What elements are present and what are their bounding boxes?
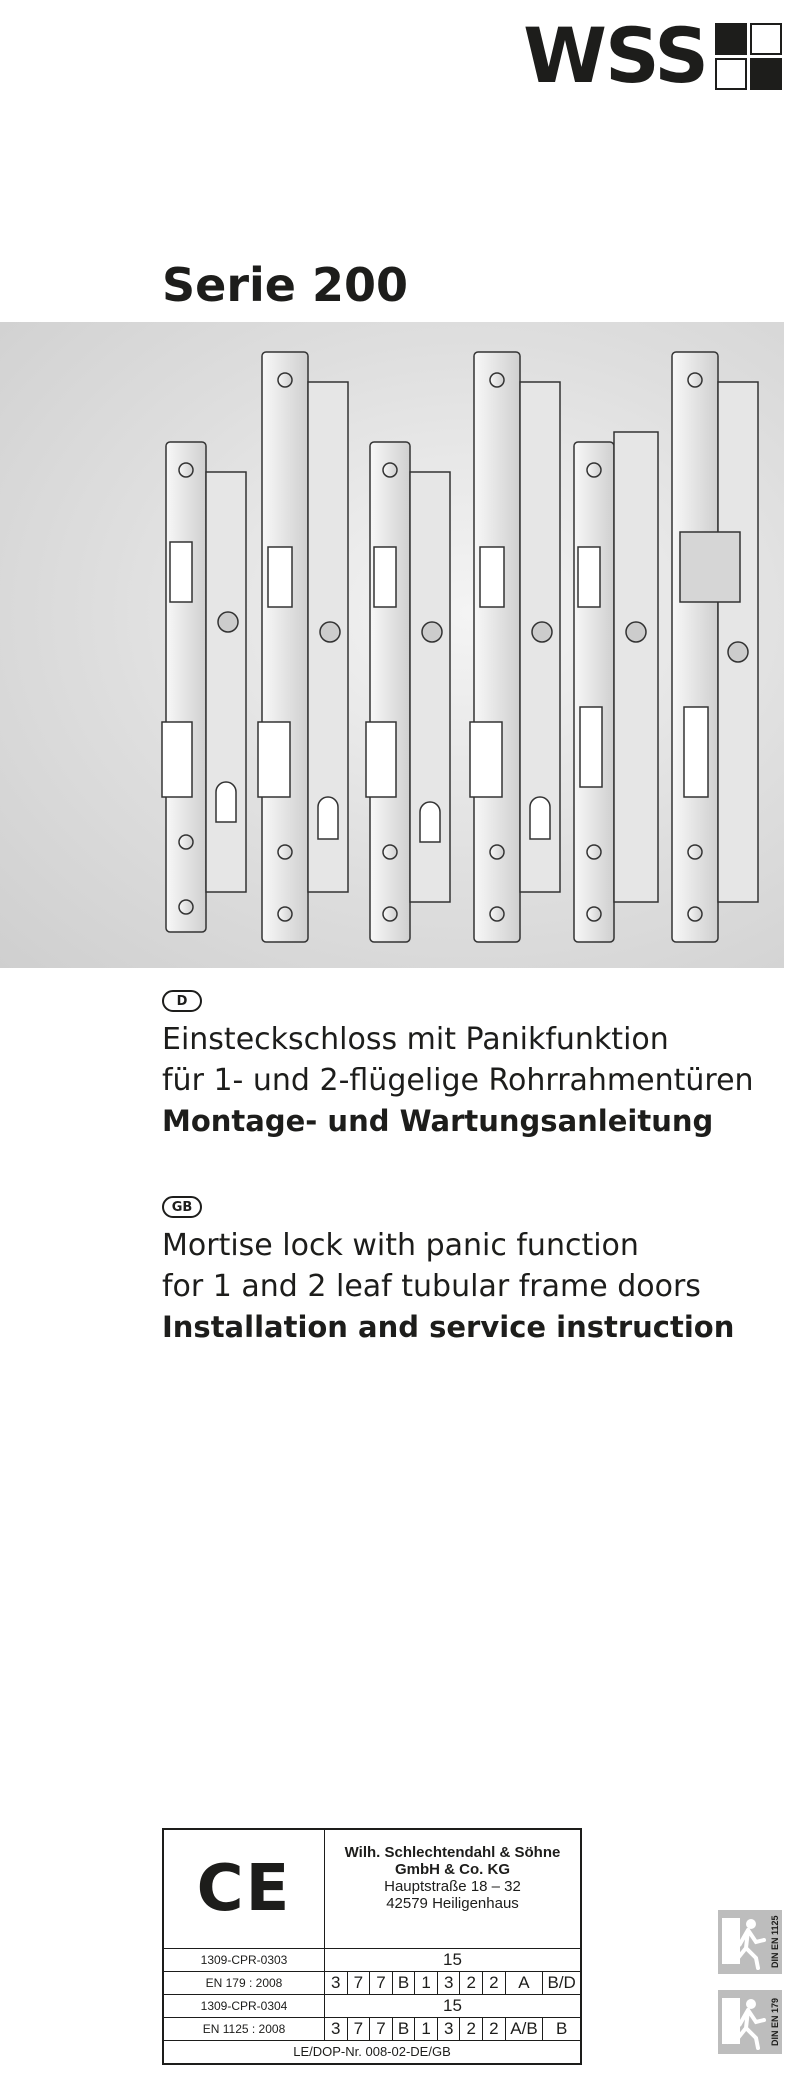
class-cell: B/D xyxy=(547,1973,576,1992)
cert-label: EN 1125 : 2008 xyxy=(164,2018,325,2040)
class-cell: 3 xyxy=(438,2018,461,2040)
series-title: Serie 200 xyxy=(162,258,409,312)
dop-number: LE/DOP-Nr. 008-02-DE/GB xyxy=(293,2044,451,2059)
class-cell: 2 xyxy=(483,2018,506,2040)
title-de-line1: Einsteckschloss mit Panikfunktion xyxy=(162,1022,669,1057)
class-cell: 7 xyxy=(348,2018,371,2040)
class-cell: 2 xyxy=(460,2018,483,2040)
cert-label: EN 179 : 2008 xyxy=(164,1972,325,1994)
lock-1 xyxy=(162,442,246,932)
ce-mark-text: CE xyxy=(196,1852,292,1926)
company-street: Hauptstraße 18 – 32 xyxy=(384,1878,521,1895)
class-cell: B xyxy=(393,1972,416,1994)
cert-row-4 xyxy=(164,2018,580,2041)
lock-5 xyxy=(574,432,658,942)
lang-badge-gb: GB xyxy=(162,1196,202,1218)
lock-3 xyxy=(366,442,450,942)
subtitle-gb: Installation and service instruction xyxy=(162,1310,735,1344)
company-city: 42579 Heiligenhaus xyxy=(386,1895,519,1912)
cert-value: 15 xyxy=(443,1996,462,2015)
mortise-locks-illustration xyxy=(0,322,784,968)
lock-4 xyxy=(470,352,560,942)
manufacturer-address xyxy=(325,1830,580,1948)
class-cell: B xyxy=(393,2018,416,2040)
title-gb-line1: Mortise lock with panic function xyxy=(162,1228,639,1263)
product-photo xyxy=(0,322,784,968)
class-cell: 3 xyxy=(325,1972,348,1994)
brand-name: WSS xyxy=(523,11,707,100)
lock-6 xyxy=(672,352,758,942)
company-line2: GmbH & Co. KG xyxy=(395,1861,510,1878)
cert-row-3 xyxy=(164,1995,580,2018)
cert-label: 1309-CPR-0304 xyxy=(164,1995,325,2017)
class-cell: 3 xyxy=(325,2018,348,2040)
logo-squares-icon xyxy=(715,23,782,90)
subtitle-de: Montage- und Wartungsanleitung xyxy=(162,1104,714,1138)
ce-mark xyxy=(164,1830,325,1948)
cert-label: 1309-CPR-0303 xyxy=(164,1949,325,1971)
cert-row-1 xyxy=(164,1949,580,1972)
class-cell: B xyxy=(555,2019,568,2038)
class-cell: A xyxy=(506,1972,544,1994)
exit-sign-en179 xyxy=(718,1990,782,2054)
cert-value: 15 xyxy=(443,1950,462,1969)
class-cell: 1 xyxy=(415,1972,438,1994)
dop-row xyxy=(164,2041,580,2063)
title-gb-line2: for 1 and 2 leaf tubular frame doors xyxy=(162,1269,701,1304)
class-cell: 2 xyxy=(483,1972,506,1994)
sign-label: DIN EN 179 xyxy=(770,1997,780,2047)
lock-2 xyxy=(258,352,348,942)
class-cell: 7 xyxy=(370,1972,393,1994)
company-line1: Wilh. Schlechtendahl & Söhne xyxy=(344,1844,561,1861)
class-cell: 7 xyxy=(370,2018,393,2040)
exit-sign-en1125 xyxy=(718,1910,782,1974)
class-cell: 7 xyxy=(348,1972,371,1994)
class-cell: 2 xyxy=(460,1972,483,1994)
cert-row-2 xyxy=(164,1972,580,1995)
brand-logo xyxy=(523,11,782,100)
sign-label: DIN EN 1125 xyxy=(770,1915,780,1969)
ce-certificate-table xyxy=(162,1828,582,2065)
class-cell: 1 xyxy=(415,2018,438,2040)
title-de-line2: für 1- und 2-flügelige Rohrrahmentüren xyxy=(162,1063,754,1098)
class-cell: 3 xyxy=(438,1972,461,1994)
class-cell: A/B xyxy=(506,2018,544,2040)
lang-badge-de: D xyxy=(162,990,202,1012)
